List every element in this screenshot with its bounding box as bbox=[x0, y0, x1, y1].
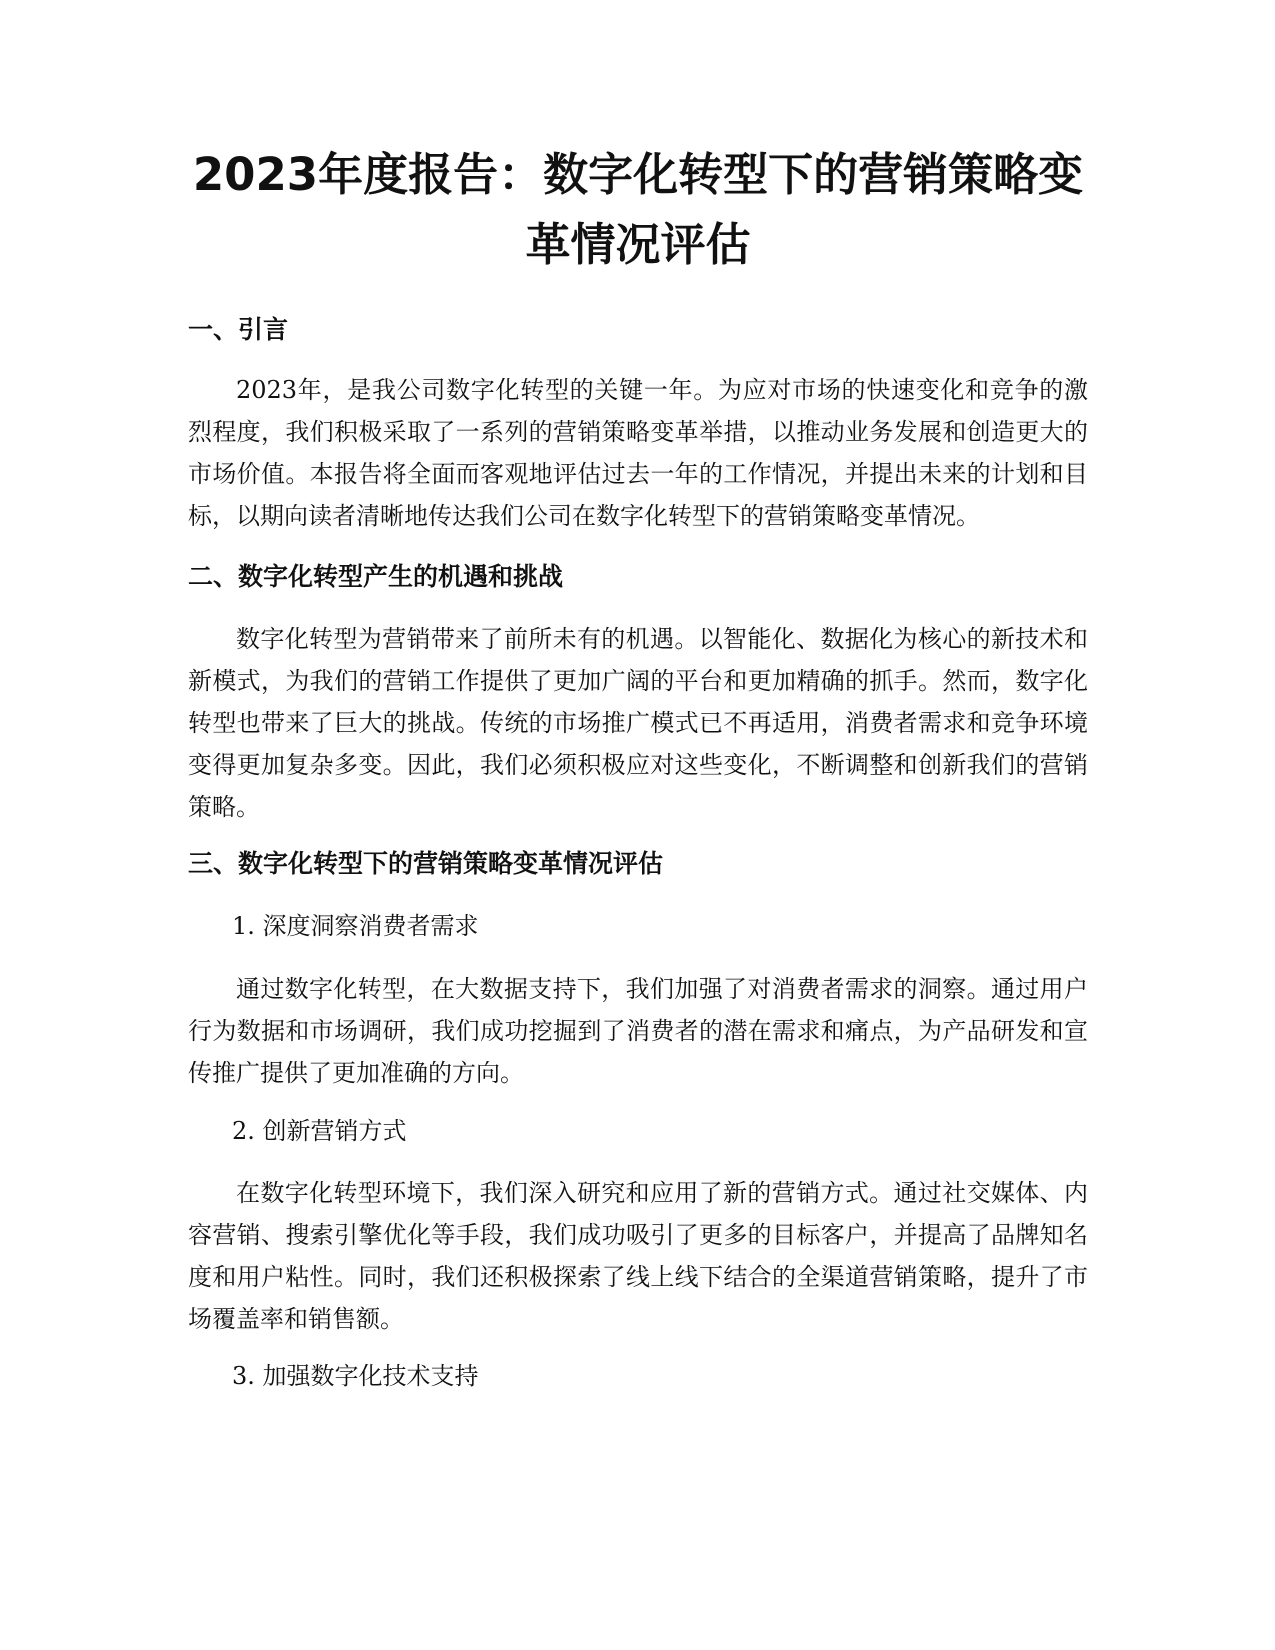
paragraph-consumer-insight: 通过数字化转型，在大数据支持下，我们加强了对消费者需求的洞察。通过用户行为数据和市场调研，我们成功挖掘到了消费者的潜在需求和痛点，为产品研发和宣传推广提供了更加准确的方向。 bbox=[188, 975, 1088, 1087]
paragraph-opportunities-challenges: 数字化转型为营销带来了前所未有的机遇。以智能化、数据化为核心的新技术和新模式，为我们的营销工作提供了更加广阔的平台和更加精确的抓手。然而，数字化转型也带来了巨大的挑战。传统的市场推广模式已不再适用，消费者需求和竞争环境变得更加复杂多变。因此，我们必须积极应对这些变化，不断调整和创新我们的营销策略。 bbox=[188, 625, 1088, 821]
paragraph-introduction: 2023年，是我公司数字化转型的关键一年。为应对市场的快速变化和竞争的激烈程度，我们积极采取了一系列的营销策略变革举措，以推动业务发展和创造更大的市场价值。本报告将全面而客观地评估过去一年的工作情况，并提出未来的计划和目标，以期向读者清晰地传达我们公司在数字化转型下的营销策略变革情况。 bbox=[188, 376, 1088, 530]
list-item-label-consumer-insight: 1. 深度洞察消费者需求 bbox=[232, 912, 479, 940]
document-title: 2023年度报告：数字化转型下的营销策略变革情况评估 bbox=[192, 148, 1084, 271]
section-heading-introduction: 一、引言 bbox=[188, 315, 289, 344]
list-item-label-digital-tech-support: 3. 加强数字化技术支持 bbox=[232, 1362, 479, 1390]
section-heading-opportunities-challenges: 二、数字化转型产生的机遇和挑战 bbox=[188, 562, 564, 591]
list-item-label-innovative-marketing: 2. 创新营销方式 bbox=[232, 1117, 407, 1145]
section-heading-strategy-assessment: 三、数字化转型下的营销策略变革情况评估 bbox=[188, 849, 664, 878]
paragraph-innovative-marketing: 在数字化转型环境下，我们深入研究和应用了新的营销方式。通过社交媒体、内容营销、搜索引擎优化等手段，我们成功吸引了更多的目标客户，并提高了品牌知名度和用户粘性。同时，我们还积极探索了线上线下结合的全渠道营销策略，提升了市场覆盖率和销售额。 bbox=[188, 1179, 1088, 1333]
